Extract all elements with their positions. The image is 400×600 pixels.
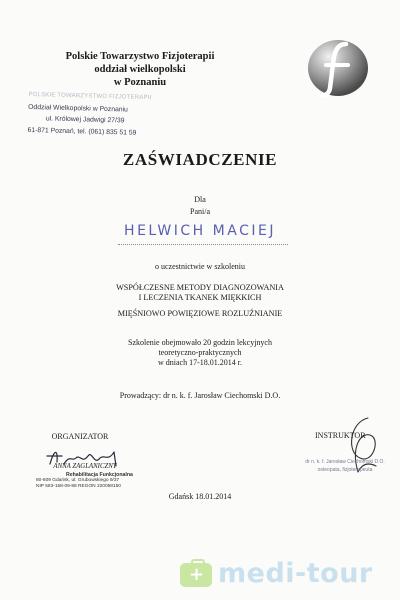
hours-line-2: teoretyczno-praktycznych [158, 348, 242, 357]
stamp-phone-line: 61-871 Poznań, tel. (061) 835 51 59 [27, 126, 137, 137]
instructor-lead-text: Prowadzący: dr n. k. f. Jarosław Ciechomski D.O. [119, 391, 281, 400]
place-and-date: Gdańsk 18.01.2014 [168, 492, 232, 501]
address-stamp [27, 90, 188, 140]
stamp-ghost-line: POLSKIE TOWARZYSTWO FIZJOTERAPII [28, 91, 152, 102]
hours-line-3: w dniach 17-18.01.2014 r. [158, 358, 242, 367]
course-title-line-2: I LECZENIA TKANEK MIĘKKICH [138, 293, 262, 302]
instructor-stamp-title: osteopata, fizjoterapeuta [317, 467, 373, 473]
stamp-street-line: ul. Królowej Jadwigi 27/39 [45, 115, 125, 125]
course-hours [0, 338, 400, 368]
certificate-title: ZAŚWIADCZENIE [122, 150, 278, 169]
medi-tour-watermark [180, 560, 390, 590]
course-subtitle: MIĘŚNIOWO POWIĘZIOWE ROZLUŹNIANIE [117, 309, 283, 318]
org-branch-line: oddział wielkopolski [94, 64, 186, 75]
medical-suitcase-icon: + [180, 563, 212, 587]
organizer-name: ANNA ZAGLANICZNY [53, 463, 117, 470]
participation-text: o uczestnictwie w szkoleniu [155, 262, 245, 271]
hours-line-1: Szkolenie obejmowało 20 godzin lekcyjnych [128, 338, 272, 347]
organizer-stamp-address: 80-809 Gdańsk, ul. Grubowskiego 9/37 [36, 478, 120, 484]
organizer-stamp [36, 472, 156, 491]
instructor-stamp [290, 458, 400, 474]
for-label: Dla [194, 195, 206, 204]
course-title [0, 283, 400, 303]
recipient-name: HELWICH MACIEJ [124, 223, 276, 239]
organizer-stamp-name: Rehabilitacja Funkcjonalna [66, 472, 133, 478]
org-name-line: Polskie Towarzystwo Fizjoterapii [65, 51, 215, 62]
organizer-label: ORGANIZATOR [51, 432, 109, 441]
name-dotted-line [118, 244, 288, 245]
stylized-f-sphere-logo [306, 38, 370, 98]
instructor-stamp-name: dr n. k. f. Jarosław Ciechomski D.O. [305, 459, 385, 465]
course-title-line-1: WSPÓŁCZESNE METODY DIAGNOZOWANIA [116, 283, 284, 292]
watermark-text: medi-tour [218, 558, 373, 589]
organizer-stamp-ids: NIP 583-158-09-88 REGON 220058150 [36, 484, 121, 490]
instructor-label: INSTRUKTOR [315, 431, 366, 440]
org-city-line: w Poznaniu [113, 77, 167, 88]
salutation-label: Pani/a [190, 207, 210, 216]
stamp-branch-line: Oddział Wielkopolski w Poznaniu [28, 103, 128, 114]
organization-header [40, 50, 240, 89]
